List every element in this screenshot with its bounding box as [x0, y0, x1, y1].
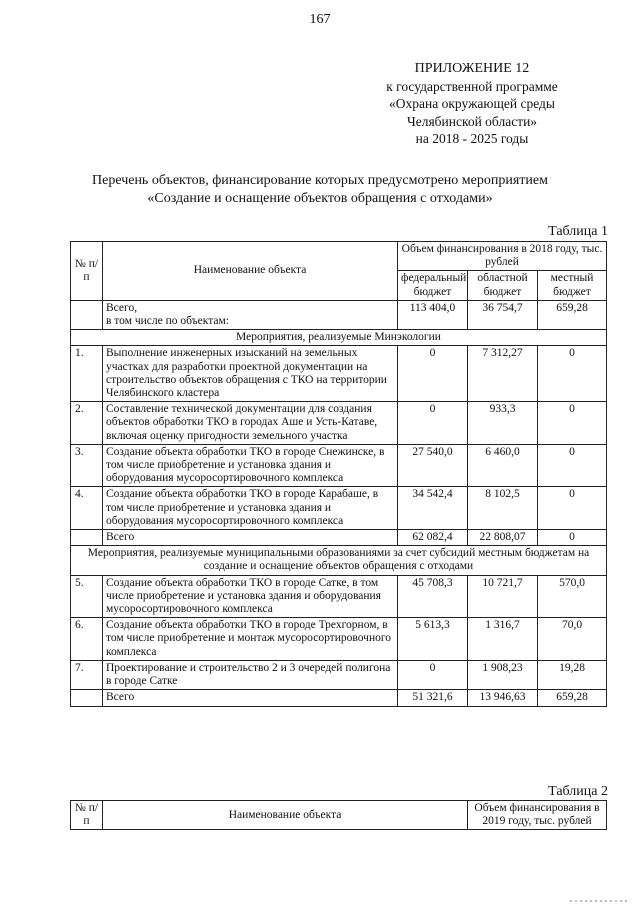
cell-regional: 10 721,7 [468, 575, 538, 618]
cell-local: 659,28 [538, 690, 607, 706]
table-row [71, 487, 607, 530]
cell-federal: 0 [398, 402, 468, 445]
cell-federal: 5 613,3 [398, 618, 468, 661]
table1-header-row [71, 242, 607, 271]
total-sublabel: в том числе по объектам: [106, 315, 229, 328]
cell-regional: 6 460,0 [468, 444, 538, 487]
table-row-subtotal [71, 530, 607, 546]
cell-no: 4. [71, 487, 103, 530]
scan-artifact [570, 900, 630, 902]
cell-name: Выполнение инженерных изысканий на земельных участках для разработки проектной документации на строительство объектов обращения с ТКО на территории Челябинского кластера [103, 346, 398, 402]
cell-name [103, 300, 398, 329]
document-title [0, 172, 640, 208]
cell-federal: 0 [398, 660, 468, 689]
cell-regional: 1 908,23 [468, 660, 538, 689]
cell-regional: 36 754,7 [468, 300, 538, 329]
cell-no: 1. [71, 346, 103, 402]
col-header-name: Наименование объекта [103, 801, 468, 830]
cell-name: Всего [103, 690, 398, 706]
appendix-line: на 2018 - 2025 годы [415, 131, 529, 146]
cell-local: 19,28 [538, 660, 607, 689]
cell-no: 5. [71, 575, 103, 618]
cell-no: 3. [71, 444, 103, 487]
cell-no: 6. [71, 618, 103, 661]
table1 [70, 241, 607, 707]
table2-header-row [71, 801, 607, 830]
col-header-funding: Объем финансирования в 2018 году, тыс. рублей [398, 242, 607, 271]
cell-no [71, 690, 103, 706]
section-header-row [71, 546, 607, 575]
table-row-subtotal [71, 690, 607, 706]
cell-local: 0 [538, 487, 607, 530]
cell-local: 0 [538, 402, 607, 445]
cell-name: Составление технической документации для создания объектов обработки ТКО в городах Аше и Усть-Катаве, включая оценку пригодности земельного участка [103, 402, 398, 445]
title-line: «Создание и оснащение объектов обращения с отходами» [147, 191, 493, 206]
table-row-total [71, 300, 607, 329]
cell-regional: 13 946,63 [468, 690, 538, 706]
cell-name: Проектирование и строительство 2 и 3 очередей полигона в городе Сатке [103, 660, 398, 689]
cell-regional: 1 316,7 [468, 618, 538, 661]
title-line: Перечень объектов, финансирование которых предусмотрено мероприятием [92, 173, 548, 188]
col-header-local: местный бюджет [538, 271, 607, 300]
cell-federal: 62 082,4 [398, 530, 468, 546]
cell-name: Всего [103, 530, 398, 546]
appendix-block [322, 60, 622, 148]
table-row [71, 618, 607, 661]
cell-local: 70,0 [538, 618, 607, 661]
cell-federal: 27 540,0 [398, 444, 468, 487]
cell-no: 2. [71, 402, 103, 445]
cell-federal: 0 [398, 346, 468, 402]
page-number: 167 [309, 12, 331, 27]
cell-local: 659,28 [538, 300, 607, 329]
cell-federal: 45 708,3 [398, 575, 468, 618]
cell-local: 570,0 [538, 575, 607, 618]
cell-federal: 34 542,4 [398, 487, 468, 530]
appendix-line: к государственной программе [386, 78, 558, 94]
cell-no: 7. [71, 660, 103, 689]
table-row [71, 444, 607, 487]
table2 [70, 800, 607, 830]
col-header-funding: Объем финансирования в 2019 году, тыс. рублей [468, 801, 607, 830]
cell-regional: 8 102,5 [468, 487, 538, 530]
cell-name: Создание объекта обработки ТКО в городе Сатке, в том числе приобретение и установка здания и оборудования мусоросортировочного комплекса [103, 575, 398, 618]
table-row [71, 575, 607, 618]
cell-regional: 7 312,27 [468, 346, 538, 402]
col-header-name: Наименование объекта [103, 242, 398, 301]
section-title: Мероприятия, реализуемые Минэкологии [71, 330, 607, 346]
table1-caption: Таблица 1 [548, 224, 608, 239]
col-header-no: № п/п [71, 242, 103, 301]
cell-name: Создание объекта обработки ТКО в городе Трехгорном, в том числе приобретение и монтаж мусоросортировочного комплекса [103, 618, 398, 661]
cell-no [71, 300, 103, 329]
col-header-regional: областной бюджет [468, 271, 538, 300]
col-header-federal: федеральный бюджет [398, 271, 468, 300]
cell-name: Создание объекта обработки ТКО в городе Снежинске, в том числе приобретение и установка здания и оборудования мусоросортировочного комплекса [103, 444, 398, 487]
total-label: Всего, [106, 301, 138, 314]
col-header-no: № п/п [71, 801, 103, 830]
cell-federal: 113 404,0 [398, 300, 468, 329]
table-row [71, 346, 607, 402]
section-title: Мероприятия, реализуемые муниципальными образованиями за счет субсидий местным бюджетам на создание и оснащение объектов обращения с отходами [71, 546, 607, 575]
appendix-title: ПРИЛОЖЕНИЕ 12 [414, 61, 530, 76]
appendix-line: «Охрана окружающей среды [389, 96, 555, 111]
cell-local: 0 [538, 346, 607, 402]
table-row [71, 402, 607, 445]
cell-no [71, 530, 103, 546]
table2-caption: Таблица 2 [548, 784, 608, 799]
cell-regional: 933,3 [468, 402, 538, 445]
cell-regional: 22 808,07 [468, 530, 538, 546]
appendix-line: Челябинской области» [406, 113, 538, 129]
cell-local: 0 [538, 530, 607, 546]
cell-name: Создание объекта обработки ТКО в городе Карабаше, в том числе приобретение и установка здания и оборудования мусоросортировочного комплекса [103, 487, 398, 530]
cell-local: 0 [538, 444, 607, 487]
table-row [71, 660, 607, 689]
cell-federal: 51 321,6 [398, 690, 468, 706]
section-header-row [71, 330, 607, 346]
